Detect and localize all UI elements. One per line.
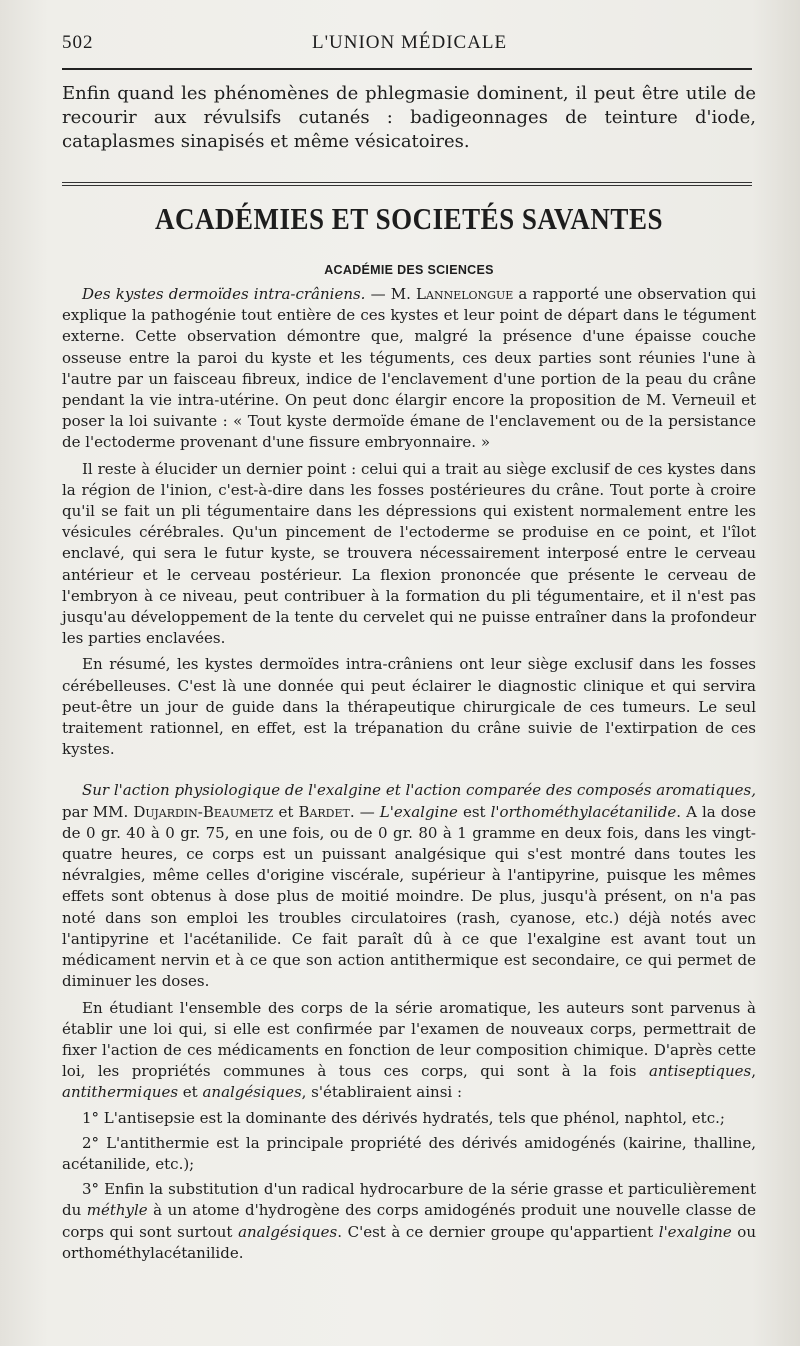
- article2-p2-antithermiques: antithermiques: [62, 1083, 179, 1102]
- item3-analgesiques: analgésiques: [238, 1222, 338, 1241]
- list-item-3: [62, 1179, 756, 1264]
- article2-p2-b: ,: [751, 1062, 756, 1081]
- article2-by: par MM.: [62, 802, 134, 821]
- article2-title: Sur l'action physiologique de l'exalgine et l'action comparée des composés aromatiques,: [82, 781, 756, 800]
- article1-paragraph-2: Il reste à élucider un dernier point : celui qui a trait au siège exclusif de ces kystes dans la région de l'inion, c'est-à-dire dans les fosses postérieures du crâne. Tout porte à croire qu'il se fait un pli tégumentaire dans les dépressions qui existent normalement entre les vésicules cérébrales. Qu'un pincement de l'ectoderme se produise en ce point, et l'îlot enclavé, qui sera le futur kyste, se trouvera nécessairement interposé entre le cerveau antérieur et le cerveau postérieur. La flexion prononcée que présente le cerveau de l'embryon à ce niveau, peut contribuer à la formation du pli tégumentaire, et il n'est pas jusqu'au développement de la tente du cervelet qui ne puisse entraîner dans la profondeur les parties enclavées.: [62, 459, 756, 648]
- section-title: ACADÉMIES ET SOCIETÉS SAVANTES: [155, 202, 663, 236]
- article2-p2-a: En étudiant l'ensemble des corps de la série aromatique, les auteurs sont parvenus à établir une loi qui, si elle est confirmée par l'examen de nouveaux corps, permettrait de fixer l'action de ces médicaments en fonction de leur composition chimique. D'après cette loi, les propriétés communes à tous ces corps, qui sont à la fois: [62, 998, 756, 1081]
- item3-methyle: méthyle: [86, 1201, 148, 1220]
- item3-c: . C'est à ce dernier groupe qu'appartient: [337, 1222, 659, 1241]
- article2-paragraph-1: [62, 780, 756, 992]
- list-item-2: 2° L'antithermie est la principale propriété des dérivés amidogénés (kairine, thalline, acétanilide, etc.);: [62, 1133, 756, 1173]
- article2-p2-analgesiques: analgésiques: [202, 1083, 302, 1102]
- article2-author-2: Bardet: [298, 802, 350, 821]
- article1-title: Des kystes dermoïdes intra-crâniens.: [82, 285, 366, 303]
- header-rule: [62, 68, 752, 70]
- article2-term-exalgine: L'exalgine: [379, 802, 458, 821]
- article2-p2-d: , s'établiraient ainsi :: [301, 1083, 463, 1102]
- item3-d: ou orthométhylacétanilide.: [62, 1222, 756, 1262]
- article2-dash: . —: [349, 802, 380, 821]
- article2-p2-c: et: [178, 1083, 203, 1102]
- intro-paragraph: Enfin quand les phénomènes de phlegmasie dominent, il peut être utile de recourir aux révulsifs cutanés : badigeonnages de teinture d'iode, cataplasmes sinapisés et même vésicatoires.: [62, 83, 756, 152]
- article2-p1-rest: . A la dose de 0 gr. 40 à 0 gr. 75, en une fois, ou de 0 gr. 80 à 1 gramme en deux fois, dans les vingt-quatre heures, ce corps est un puissant analgésique qui s'est montré dans toutes les névralgies, même celles d'origine viscérale, supérieur à l'antipyrine, puisque les mêmes effets sont obtenus à dose plus de moitié moindre. De plus, jusqu'à présent, on n'a pas noté dans son emploi les troubles circulatoires (rash, cyanose, etc.) déjà notés avec l'antipyrine et l'acétanilide. Ce fait paraît dû à ce que l'exalgine est avant tout un médicament nervin et à ce que son action antithermique est secondaire, ce qui permet de diminuer les doses.: [62, 802, 756, 991]
- running-head: [62, 32, 756, 62]
- item3-exalgine: l'exalgine: [658, 1222, 732, 1241]
- article1-author: Lannelongue: [416, 285, 514, 303]
- article-exalgine: [62, 780, 756, 1263]
- article2-paragraph-2: [62, 998, 756, 1104]
- article2-connector: est: [457, 802, 491, 821]
- item3-b: à un atome d'hydrogène des corps amidogénés produit une nouvelle classe de corps qui sont surtout: [62, 1201, 757, 1241]
- article-kystes-dermoides: [62, 284, 756, 760]
- journal-title: L'UNION MÉDICALE: [312, 32, 508, 53]
- article2-author-1: Dujardin-Beaumetz: [133, 802, 274, 821]
- article2-p2-antiseptiques: antiseptiques: [648, 1062, 752, 1081]
- article2-term-orthomethyl: l'orthométhylacétanilide: [490, 802, 677, 821]
- subsection-title: ACADÉMIE DES SCIENCES: [324, 263, 494, 277]
- article1-p1-text: a rapporté une observation qui explique la pathogénie tout entière de ces kystes et leur point de départ dans le tégument externe. Cette observation démontre que, malgré la présence d'une épaisse couche osseuse entre la paroi du kyste et les téguments, ces deux parties sont réunies l'une à l'autre par un faisceau fibreux, indice de l'enclavement d'une portion de la peau du crâne pendant la vie intra-utérine. On peut donc élargir encore la proposition de M. Verneuil et poser la loi suivante : « Tout kyste dermoïde émane de l'enclavement ou de la persistance de l'ectoderme provenant d'une fissure embryonnaire. »: [62, 285, 756, 452]
- list-item-1: 1° L'antisepsie est la dominante des dérivés hydratés, tels que phénol, naphtol, etc.;: [82, 1108, 725, 1127]
- page-number: 502: [62, 32, 94, 53]
- article1-dash: — M.: [365, 285, 417, 303]
- item3-a: 3° Enfin la substitution d'un radical hydrocarbure de la série grasse et particulièrement du: [62, 1180, 756, 1220]
- article1-paragraph-1: [62, 284, 756, 454]
- article1-paragraph-3: En résumé, les kystes dermoïdes intra-crâniens ont leur siège exclusif dans les fosses cérébelleuses. C'est là une donnée qui peut éclairer le diagnostic clinique et qui servira peut-être un jour de guide dans la thérapeutique chirurgicale de ces tumeurs. Le seul traitement rationnel, en effet, est la trépanation du crâne suivie de l'extirpation de ces kystes.: [62, 655, 756, 759]
- section-double-rule: [62, 182, 752, 186]
- article2-and: et: [273, 802, 299, 821]
